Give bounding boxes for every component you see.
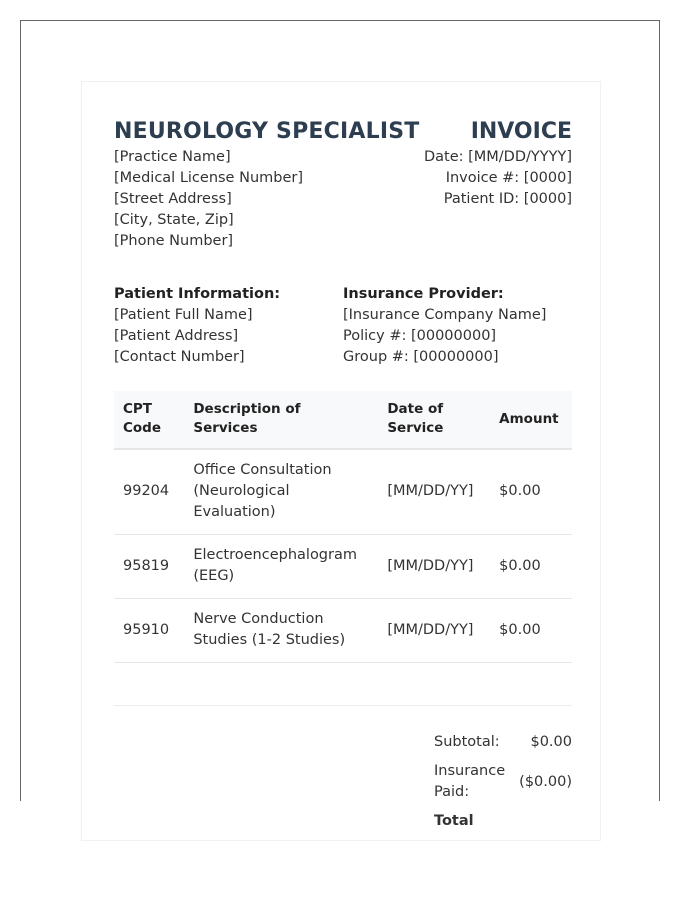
subtotal-row xyxy=(434,732,572,753)
service-date: [MM/DD/YY] xyxy=(378,449,490,535)
patient-info-heading: Patient Information: xyxy=(114,286,281,302)
subtotal-value: $0.00 xyxy=(530,734,572,750)
invoice-number: Invoice #: [0000] xyxy=(445,170,572,186)
insurance-paid-row xyxy=(434,761,572,803)
info-row xyxy=(114,284,572,368)
invoice-title: INVOICE xyxy=(470,119,572,144)
service-date: [MM/DD/YY] xyxy=(378,599,490,663)
street-address: [Street Address] xyxy=(114,191,232,207)
totals-block xyxy=(434,732,572,832)
practice-block xyxy=(114,118,419,252)
subtotal-label: Subtotal: xyxy=(434,734,500,750)
insurance-heading: Insurance Provider: xyxy=(343,286,504,302)
service-amount: $0.00 xyxy=(490,535,572,599)
policy-number: Policy #: [00000000] xyxy=(343,328,497,344)
invoice-meta-block xyxy=(424,118,572,210)
insurance-company: [Insurance Company Name] xyxy=(343,307,547,323)
table-row xyxy=(114,449,572,535)
header-amount: Amount xyxy=(490,391,572,449)
patient-info xyxy=(114,284,343,368)
group-number: Group #: [00000000] xyxy=(343,349,499,365)
page-frame xyxy=(20,20,660,829)
service-date: [MM/DD/YY] xyxy=(378,535,490,599)
insurance-paid-value: ($0.00) xyxy=(519,773,572,790)
patient-address: [Patient Address] xyxy=(114,328,239,344)
total-label: Total xyxy=(434,813,474,829)
service-description: Electroencephalogram (EEG) xyxy=(184,535,378,599)
cpt-code: 99204 xyxy=(114,449,184,535)
service-description: Nerve Conduction Studies (1-2 Studies) xyxy=(184,599,378,663)
header-description: Description of Services xyxy=(184,391,378,449)
invoice-card xyxy=(81,81,601,841)
total-row xyxy=(434,811,572,832)
insurance-paid-label: Insurance Paid: xyxy=(434,763,506,800)
service-description: Office Consultation (Neurological Evaluation) xyxy=(184,449,378,535)
totals-divider xyxy=(114,705,572,706)
invoice-date: Date: [MM/DD/YYYY] xyxy=(423,149,572,165)
invoice-content xyxy=(114,118,572,832)
service-amount: $0.00 xyxy=(490,449,572,535)
phone-number: [Phone Number] xyxy=(114,233,234,249)
invoice-header xyxy=(114,118,572,252)
cpt-code: 95910 xyxy=(114,599,184,663)
patient-contact: [Contact Number] xyxy=(114,349,245,365)
insurance-info xyxy=(343,284,572,368)
patient-id: Patient ID: [0000] xyxy=(443,191,572,207)
service-amount: $0.00 xyxy=(490,599,572,663)
table-row xyxy=(114,535,572,599)
table-header-row xyxy=(114,391,572,449)
patient-full-name: [Patient Full Name] xyxy=(114,307,253,323)
city-state-zip: [City, State, Zip] xyxy=(114,212,234,228)
table-row xyxy=(114,599,572,663)
practice-name: [Practice Name] xyxy=(114,149,231,165)
header-cpt-code: CPT Code xyxy=(114,391,184,449)
header-date: Date of Service xyxy=(378,391,490,449)
cpt-code: 95819 xyxy=(114,535,184,599)
services-table xyxy=(114,391,572,663)
practice-title: NEUROLOGY SPECIALIST xyxy=(114,119,420,144)
medical-license: [Medical License Number] xyxy=(114,170,303,186)
